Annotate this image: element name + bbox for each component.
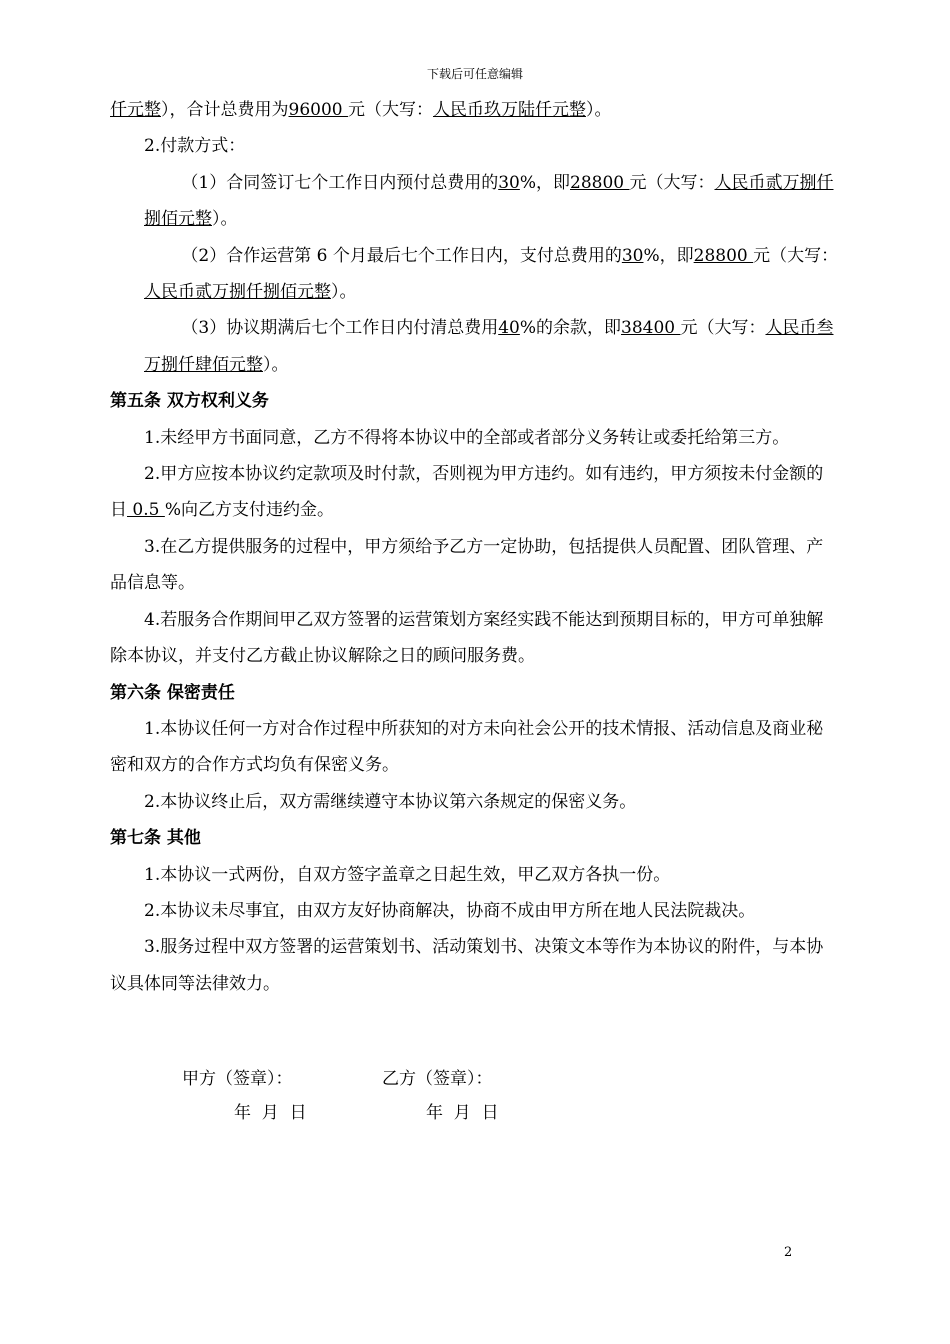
text: 仟元整 (110, 100, 161, 120)
section-7-title: 第七条 其他 (110, 828, 201, 849)
percent: 40 (498, 318, 520, 339)
text: ），合计总费用为 (161, 100, 289, 120)
section-6-clause-2: 2.本协议终止后，双方需继续遵守本协议第六条规定的保密义务。 (144, 791, 637, 812)
amount: 38400 (621, 318, 681, 339)
text: ）。 (331, 282, 357, 303)
party-b-signature-label: 乙方（签章）： (382, 1069, 493, 1089)
section-5-title: 第五条 双方权利义务 (110, 391, 269, 412)
text: ）。 (212, 209, 238, 230)
amount-words: 人民币叁万捌仟肆佰元整 (144, 318, 834, 375)
percent: 30 (621, 245, 644, 266)
party-a-signature-label: 甲方（签章）： (182, 1069, 293, 1089)
text: 元（大写： (347, 100, 433, 120)
paragraph-total-fee (110, 92, 840, 128)
percent: 30 (498, 172, 520, 193)
penalty-rate: 0.5 (127, 500, 165, 521)
amount: 28800 (693, 245, 754, 266)
text: （3）协议期满后七个工作日内付清总费用 (181, 318, 499, 339)
text: ）。 (585, 100, 612, 120)
section-6-clause-1: 1.本协议任何一方对合作过程中所获知的对方未向社会公开的技术情报、活动信息及商业秘密和双方的合作方式均负有保密义务。 (110, 718, 824, 776)
section-6-title: 第六条 保密责任 (110, 682, 235, 703)
amount-words: 人民币贰万捌仟捌佰元整 (144, 282, 331, 303)
payment-item-2 (110, 238, 840, 311)
text: 元（大写： (629, 172, 715, 193)
section-7-clause-1: 1.本协议一式两份，自双方签字盖章之日起生效，甲乙双方各执一份。 (144, 864, 671, 885)
text: 元（大写： (753, 245, 839, 266)
payment-method-title: 2.付款方式： (144, 136, 246, 157)
text: %的余款，即 (519, 318, 622, 339)
total-fee-amount: 96000 (288, 100, 348, 120)
payment-item-3 (110, 310, 840, 383)
text: （1）合同签订七个工作日内预付总费用的 (181, 172, 499, 193)
party-b-date: 年 月 日 (426, 1103, 499, 1123)
text: ）。 (263, 354, 289, 375)
text: %，即 (519, 172, 571, 193)
text: （2）合作运营第 6 个月最后七个工作日内，支付总费用的 (181, 245, 622, 266)
page-number: 2 (784, 1245, 793, 1260)
section-7-clause-2: 2.本协议未尽事宜，由双方友好协商解决，协商不成由甲方所在地人民法院裁决。 (144, 900, 756, 921)
text: 元（大写： (680, 318, 766, 339)
document-body (110, 92, 840, 1002)
text: 2.甲方应按本协议约定款项及时付款，否则视为甲方违约。如有违约，甲方须按未付金额的日 (110, 464, 824, 521)
section-5-clause-3: 3.在乙方提供服务的过程中，甲方须给予乙方一定协助，包括提供人员配置、团队管理、产品信息等。 (110, 536, 824, 594)
amount-words: 人民币贰万捌仟捌佰元整 (144, 172, 834, 230)
section-7-clause-3: 3.服务过程中双方签署的运营策划书、活动策划书、决策文本等作为本协议的附件，与本协议具体同等法律效力。 (110, 937, 824, 994)
text: %，即 (643, 245, 694, 266)
section-5-clause-4: 4.若服务合作期间甲乙双方签署的运营策划方案经实践不能达到预期目标的，甲方可单独解除本协议，并支付乙方截止协议解除之日的顾问服务费。 (110, 609, 824, 667)
text: %向乙方支付违约金。 (164, 500, 334, 521)
amount: 28800 (570, 172, 630, 193)
total-fee-words: 人民币玖万陆仟元整 (432, 100, 586, 120)
section-5-clause-2 (110, 456, 840, 529)
section-5-clause-1: 1.未经甲方书面同意，乙方不得将本协议中的全部或者部分义务转让或委托给第三方。 (144, 427, 790, 448)
party-a-date: 年 月 日 (234, 1103, 307, 1123)
payment-item-1 (110, 165, 840, 238)
page-header: 下载后可任意编辑 (426, 67, 523, 81)
